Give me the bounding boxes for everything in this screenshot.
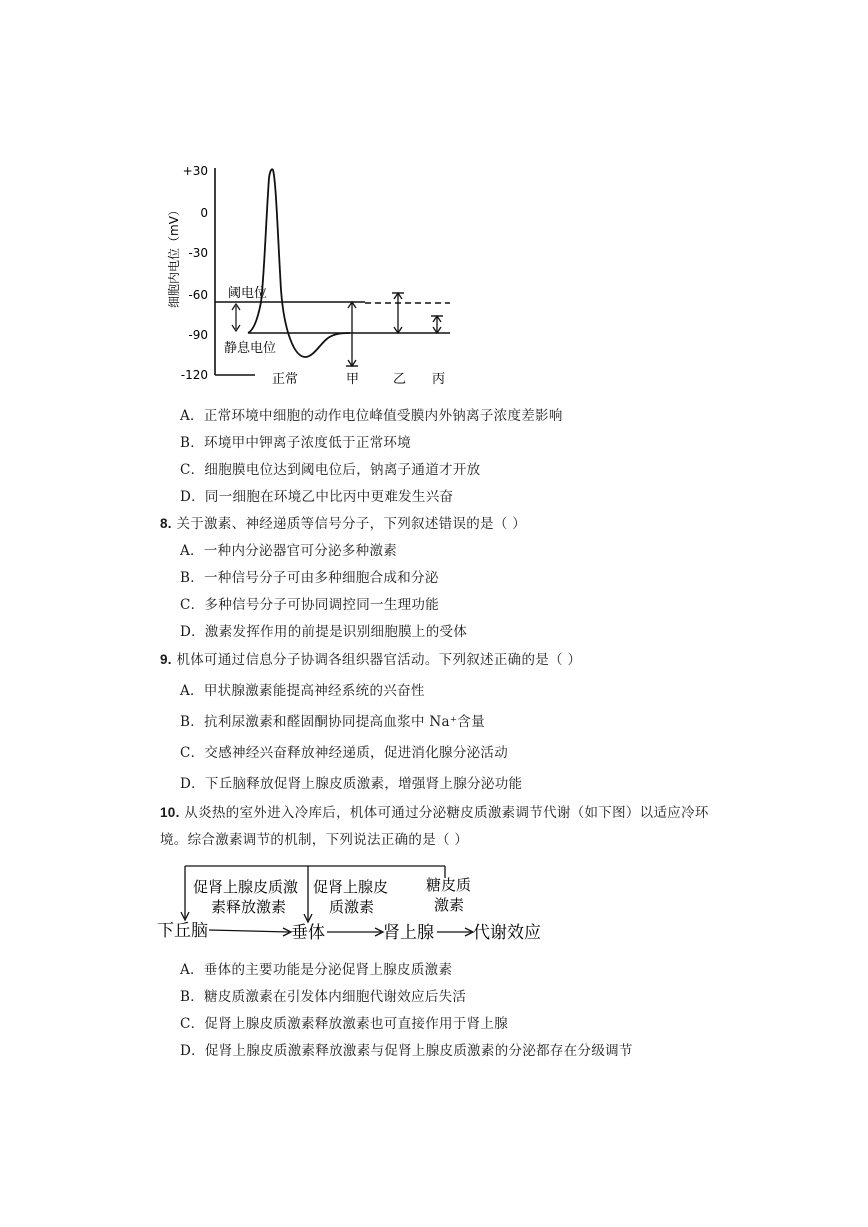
y-tick-label: -30 <box>188 246 208 260</box>
arrow-2-label-line2: 质激素 <box>329 898 375 916</box>
x-label-jia: 甲 <box>346 372 360 387</box>
q8-number: 8. <box>160 516 172 531</box>
q10-option-a: A．垂体的主要功能是分泌促肾上腺皮质激素 <box>180 962 453 978</box>
node-metabolic-effect: 代谢效应 <box>473 923 541 943</box>
resting-label: 静息电位 <box>224 341 277 356</box>
q10-stem-line2: 境。综合激素调节的机制，下列说法正确的是（ ） <box>160 832 469 848</box>
hormone-flow-diagram <box>155 858 575 948</box>
node-adrenal: 肾上腺 <box>383 923 434 943</box>
q10-stem-line1 <box>160 801 709 821</box>
x-label-normal: 正常 <box>272 372 299 387</box>
action-potential-curve <box>248 169 350 357</box>
q8-option-a: A．一种内分泌器官可分泌多种激素 <box>180 543 398 559</box>
node-pituitary: 垂体 <box>291 923 325 943</box>
q8-stem <box>160 512 526 532</box>
q7-option-b: B．环境甲中钾离子浓度低于正常环境 <box>180 435 412 451</box>
x-label-bing: 丙 <box>432 372 446 387</box>
y-tick-label: 0 <box>200 206 208 220</box>
q10-number: 10. <box>160 805 180 820</box>
membrane-potential-figure <box>160 160 470 390</box>
arrow-3-label-line2: 激素 <box>434 896 465 914</box>
arrow-1 <box>209 930 289 932</box>
q7-option-a: A．正常环境中细胞的动作电位峰值受膜内外钠离子浓度差影响 <box>180 408 563 424</box>
q8-stem-text: 关于激素、神经递质等信号分子，下列叙述错误的是（ ） <box>176 516 527 532</box>
y-tick-label: -90 <box>188 328 208 342</box>
q8-option-b: B．一种信号分子可由多种细胞合成和分泌 <box>180 570 439 586</box>
arrow-3-label-line1: 糖皮质 <box>426 876 472 894</box>
q9-stem <box>160 648 581 668</box>
node-hypothalamus: 下丘脑 <box>157 921 208 941</box>
q10-option-b: B．糖皮质激素在引发体内细胞代谢效应后失活 <box>180 989 467 1005</box>
x-label-yi: 乙 <box>393 372 407 387</box>
y-tick-label: -120 <box>180 368 208 382</box>
q7-option-c: C．细胞膜电位达到阈电位后，钠离子通道才开放 <box>180 462 481 478</box>
q7-option-d: D．同一细胞在环境乙中比丙中更难发生兴奋 <box>180 489 454 505</box>
arrow-1-label-line2: 素释放激素 <box>211 898 287 916</box>
q9-option-d: D．下丘脑释放促肾上腺皮质激素，增强肾上腺分泌功能 <box>180 776 523 792</box>
y-axis-label: 细胞内电位（mV） <box>167 204 181 308</box>
y-tick-label: +30 <box>182 164 208 178</box>
q8-option-c: C．多种信号分子可协同调控同一生理功能 <box>180 597 440 613</box>
q10-option-d: D．促肾上腺皮质激素释放激素与促肾上腺皮质激素的分泌都存在分级调节 <box>180 1043 633 1059</box>
q9-stem-text: 机体可通过信息分子协调各组织器官活动。下列叙述正确的是（ ） <box>176 652 582 668</box>
q8-option-d: D．激素发挥作用的前提是识别细胞膜上的受体 <box>180 624 468 640</box>
arrow-1-label-line1: 促肾上腺皮质激 <box>193 878 299 896</box>
arrow-2-label-line1: 促肾上腺皮 <box>313 878 389 896</box>
q9-option-a: A．甲状腺激素能提高神经系统的兴奋性 <box>180 683 425 699</box>
q9-option-c: C．交感神经兴奋释放神经递质，促进消化腺分泌活动 <box>180 745 509 761</box>
q10-stem-text: 从炎热的室外进入冷库后，机体可通过分泌糖皮质激素调节代谢（如下图）以适应冷环 <box>184 805 709 821</box>
q10-option-c: C．促肾上腺皮质激素释放激素也可直接作用于肾上腺 <box>180 1016 509 1032</box>
q9-number: 9. <box>160 652 172 667</box>
y-tick-label: -60 <box>188 288 208 302</box>
q9-option-b: B．抗利尿激素和醛固酮协同提高血浆中 Na⁺含量 <box>180 714 485 730</box>
threshold-label: 阈电位 <box>228 286 268 301</box>
